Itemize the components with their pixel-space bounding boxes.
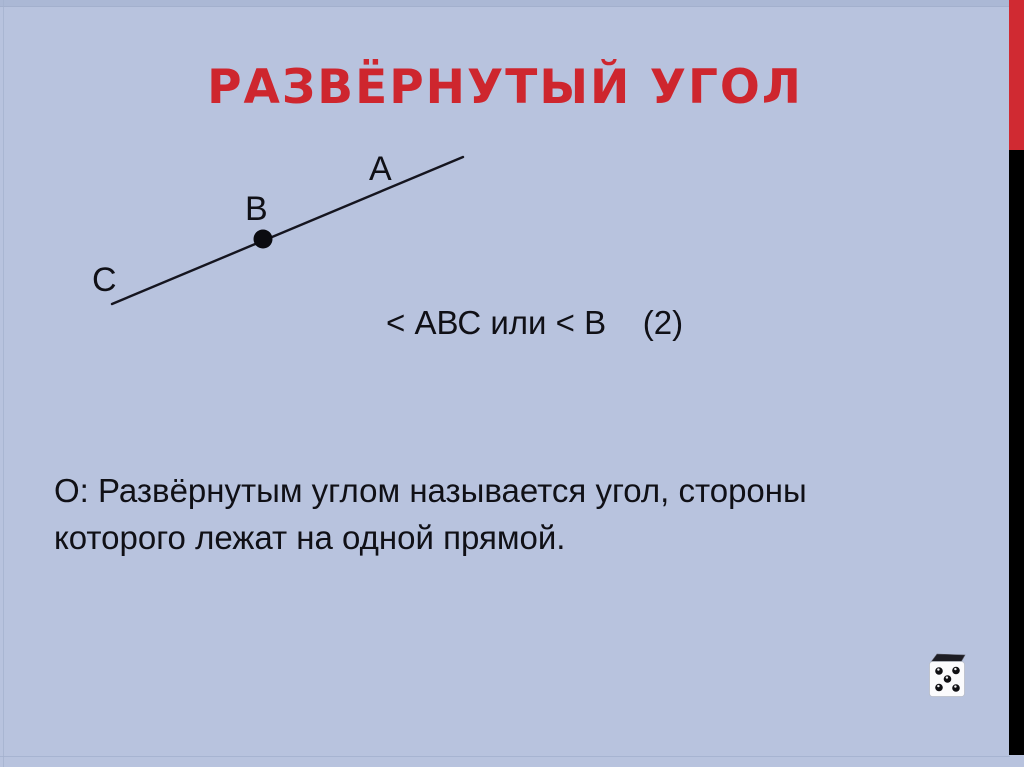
- definition-line-1: О: Развёрнутым углом называется угол, стороны: [54, 472, 807, 509]
- dice-icon: [928, 652, 968, 698]
- angle-notation-text: < АВС или < В (2): [386, 304, 684, 341]
- slide-title: РАЗВЁРНУТЫЙ УГОЛ: [207, 60, 803, 115]
- definition-line-2: которого лежат на одной прямой.: [54, 519, 566, 556]
- line-through-c-b-a: [112, 157, 463, 304]
- definition-text: [54, 467, 904, 561]
- dice-top-face: [931, 654, 965, 662]
- point-b-label: В: [245, 190, 268, 228]
- point-b-dot: [254, 230, 273, 249]
- point-a-label: А: [369, 150, 392, 188]
- point-c-label: С: [92, 261, 117, 299]
